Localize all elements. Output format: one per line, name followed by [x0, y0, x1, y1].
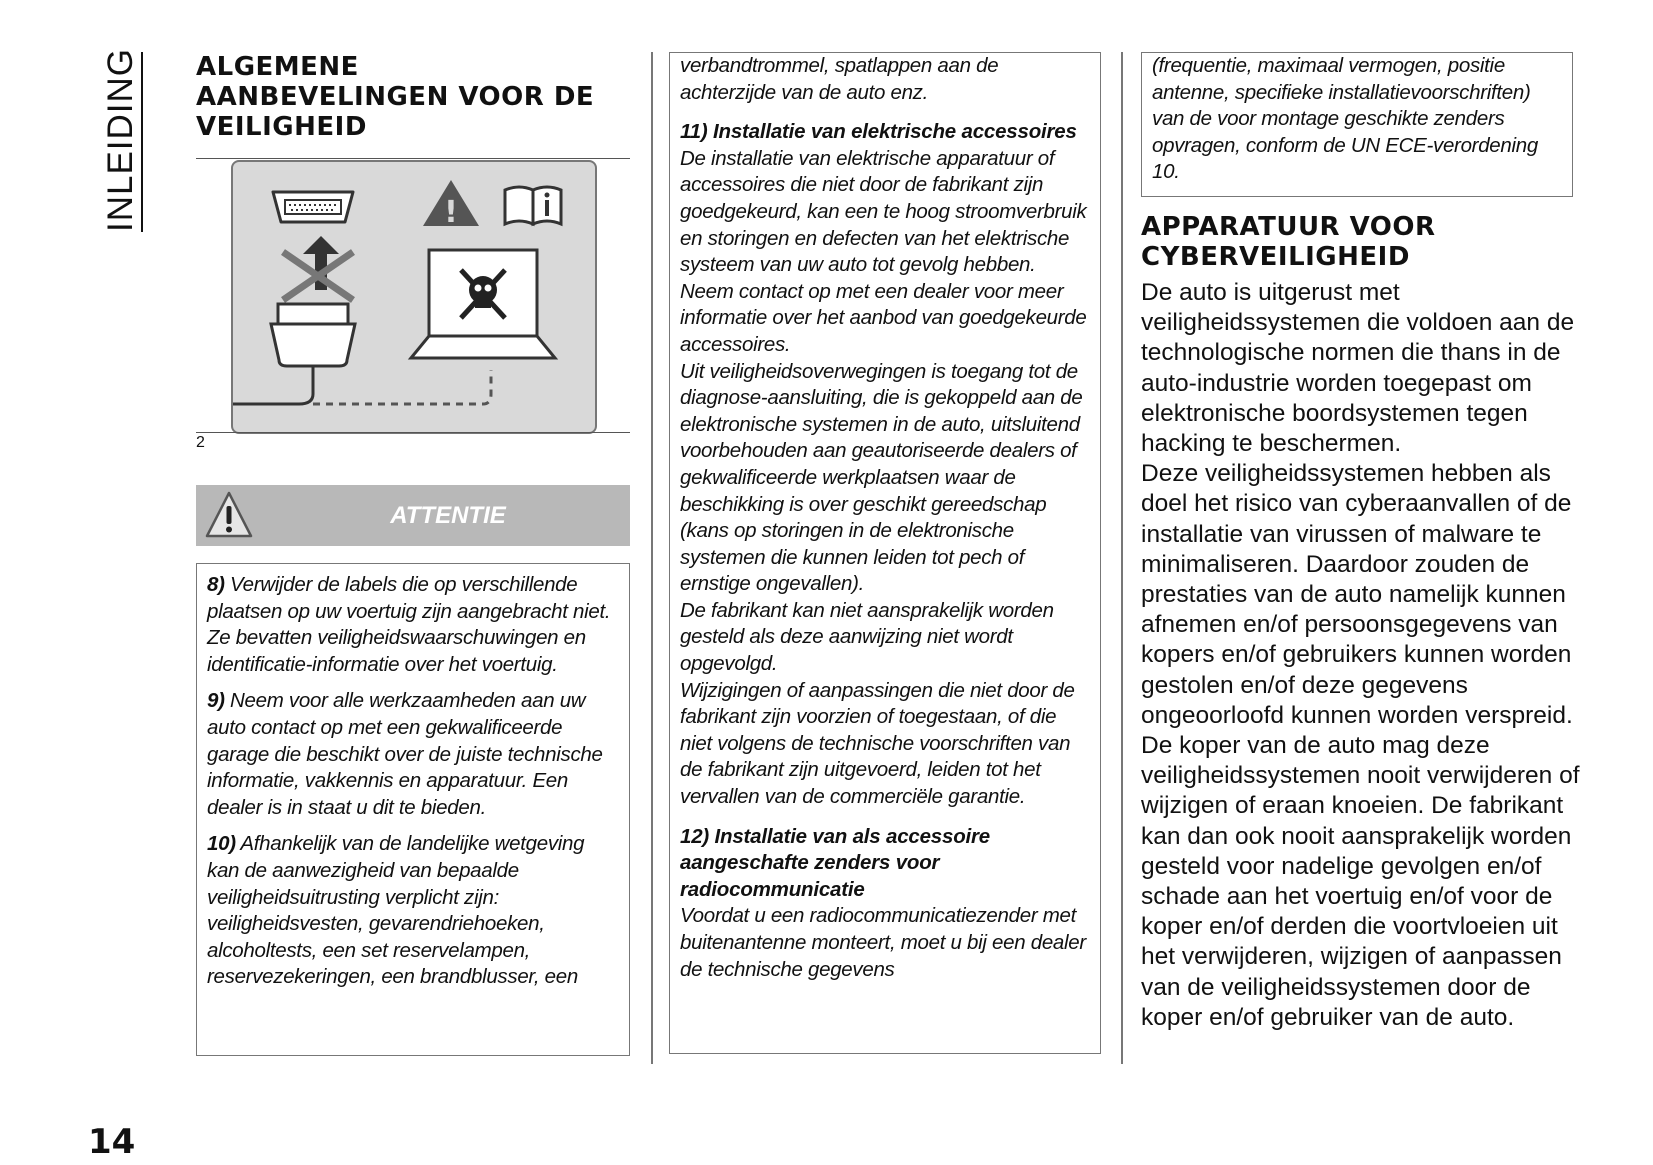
- note-10-continued: verbandtrommel, spatlappen aan de achterzijde van de auto enz.: [680, 54, 999, 104]
- diagnostic-port-warning-illustration: [233, 162, 595, 432]
- cybersecurity-paragraph-1: De auto is uitgerust met veiligheidssystemen die voldoen aan de technologische normen die thans in de auto-industrie worden toegepast om elektronische boordsystemen tegen hacking te beschermen.: [1141, 279, 1575, 458]
- figure-bottom-rule: [196, 432, 630, 433]
- warning-triangle-icon: [423, 180, 479, 230]
- manual-book-icon: [505, 187, 561, 224]
- side-tab-rule: [141, 52, 143, 232]
- svg-text:!: !: [444, 195, 458, 230]
- hacker-laptop-icon: [411, 250, 555, 358]
- figure-illustration: [231, 160, 597, 434]
- figure-top-rule: [196, 158, 630, 159]
- section-side-tab: [101, 47, 140, 232]
- note-9-number: 9): [207, 689, 225, 713]
- cybersecurity-body: [1141, 278, 1581, 1033]
- attention-label: ATTENTIE: [390, 502, 506, 529]
- note-10-text: Afhankelijk van de landelijke wetgeving kan de aanwezigheid van bepaalde veiligheidsuitrusting verplicht zijn: veiligheidsvesten, gevarendriehoeken, alcoholtests, een set reservelampen, reservezekeringen, een brandblusser, een: [207, 832, 585, 989]
- section-side-tab-label: INLEIDING: [101, 47, 140, 232]
- prohibited-connection-icon: [283, 236, 353, 300]
- figure-number: 2: [196, 434, 205, 451]
- page-number: 14: [88, 1122, 136, 1162]
- section-heading-safety: ALGEMENE AANBEVELINGEN VOOR DE VEILIGHEID: [196, 52, 595, 142]
- cybersecurity-paragraph-2: Deze veiligheidssystemen hebben als doel het risico van cyberaanvallen of de installatie van virussen of malware te minimaliseren. Daardoor zouden de prestaties van de auto namelijk kunnen afnemen en/of persoonsgegevens van kopers en/of gebruikers kunnen worden gestolen en/of deze gegevens ongeoorloofd kunnen worden verspreid.: [1141, 460, 1573, 729]
- note-11-paragraph-3: De fabrikant kan niet aansprakelijk worden gesteld als deze aanwijzing niet wordt opgevolgd.: [680, 598, 1054, 676]
- note-11-paragraph-1: De installatie van elektrische apparatuur of accessoires die niet door de fabrikant zijn goedgekeurd, kan een te hoog stroomverbruik en storingen en defecten van het elektrische systeem van uw auto tot gevolg hebben. Neem contact op met een dealer voor meer informatie over het aanbod van goedgekeurde accessoires.: [680, 146, 1087, 356]
- note-11-paragraph-2: Uit veiligheidsoverwegingen is toegang tot de diagnose-aansluiting, die is gekoppeld aan de elektronische systemen in de auto, uitsluitend voorbehouden aan geautoriseerde dealers of gekwalificeerde werkplaatsen waar de beschikking is over geschikt gereedschap (kans op storingen in de elektronische systemen die kunnen leiden tot pech of ernstige ongevallen).: [680, 359, 1083, 596]
- note-10-number: 10): [207, 832, 236, 856]
- note-12-continued: (frequentie, maximaal vermogen, positie antenne, specifieke installatievoorschriften) van de voor montage geschikte zenders opvragen, conform de UN ECE-verordening 10.: [1152, 54, 1538, 184]
- note-8: [207, 572, 619, 678]
- attention-banner: [196, 485, 630, 546]
- obd-connector-icon: [273, 192, 353, 222]
- column-1: [196, 52, 630, 142]
- cybersecurity-paragraph-3: De koper van de auto mag deze veiligheidssystemen nooit verwijderen of wijzigen of eraan knoeien. De fabrikant kan dan ook nooit aansprakelijk worden gesteld voor nadelige gevolgen en/of schade aan het voertuig en/of voor de koper en/of derden die voortvloeien uit het verwijderen, wijzigen of aanpassen van de veiligheidssystemen door de koper en/of gebruiker van de auto.: [1141, 732, 1580, 1031]
- note-8-number: 8): [207, 573, 225, 596]
- note-11-paragraph-4: Wijzigingen of aanpassingen die niet door de fabrikant zijn voorzien of toegestaan, of die niet volgens de technische voorschriften van de fabrikant zijn uitgevoerd, leiden tot het vervallen van de commerciële garantie.: [680, 678, 1075, 809]
- note-12-paragraph-1: Voordat u een radiocommunicatiezender met buitenantenne monteert, moet u bij een dealer de technische gegevens: [680, 904, 1086, 981]
- column-separator-1: [651, 52, 653, 1064]
- section-heading-cybersecurity: APPARATUUR VOOR CYBERVEILIGHEID: [1141, 212, 1436, 272]
- column-separator-2: [1121, 52, 1123, 1064]
- note-10: [207, 831, 619, 991]
- note-9: [207, 688, 619, 821]
- column-2-notes-box: [669, 52, 1101, 1054]
- note-8-text: Verwijder de labels die op verschillende plaatsen op uw voertuig zijn aangebracht niet. Ze bevatten veiligheidswaarschuwingen en identificatie-informatie over het voertuig.: [207, 573, 611, 676]
- note-11-title: 11) Installatie van elektrische accessoires: [680, 120, 1077, 144]
- column-3-notes-box: [1141, 52, 1573, 197]
- note-9-text: Neem voor alle werkzaamheden aan uw auto contact op met een gekwalificeerde garage die beschikt over de juiste technische informatie, vakkennis en apparatuur. Een dealer is in staat u dit te bieden.: [207, 689, 603, 819]
- attention-notes-box: [196, 563, 630, 1056]
- note-12-title: 12) Installatie van als accessoire aangeschafte zenders voor radiocommunicatie: [680, 824, 990, 901]
